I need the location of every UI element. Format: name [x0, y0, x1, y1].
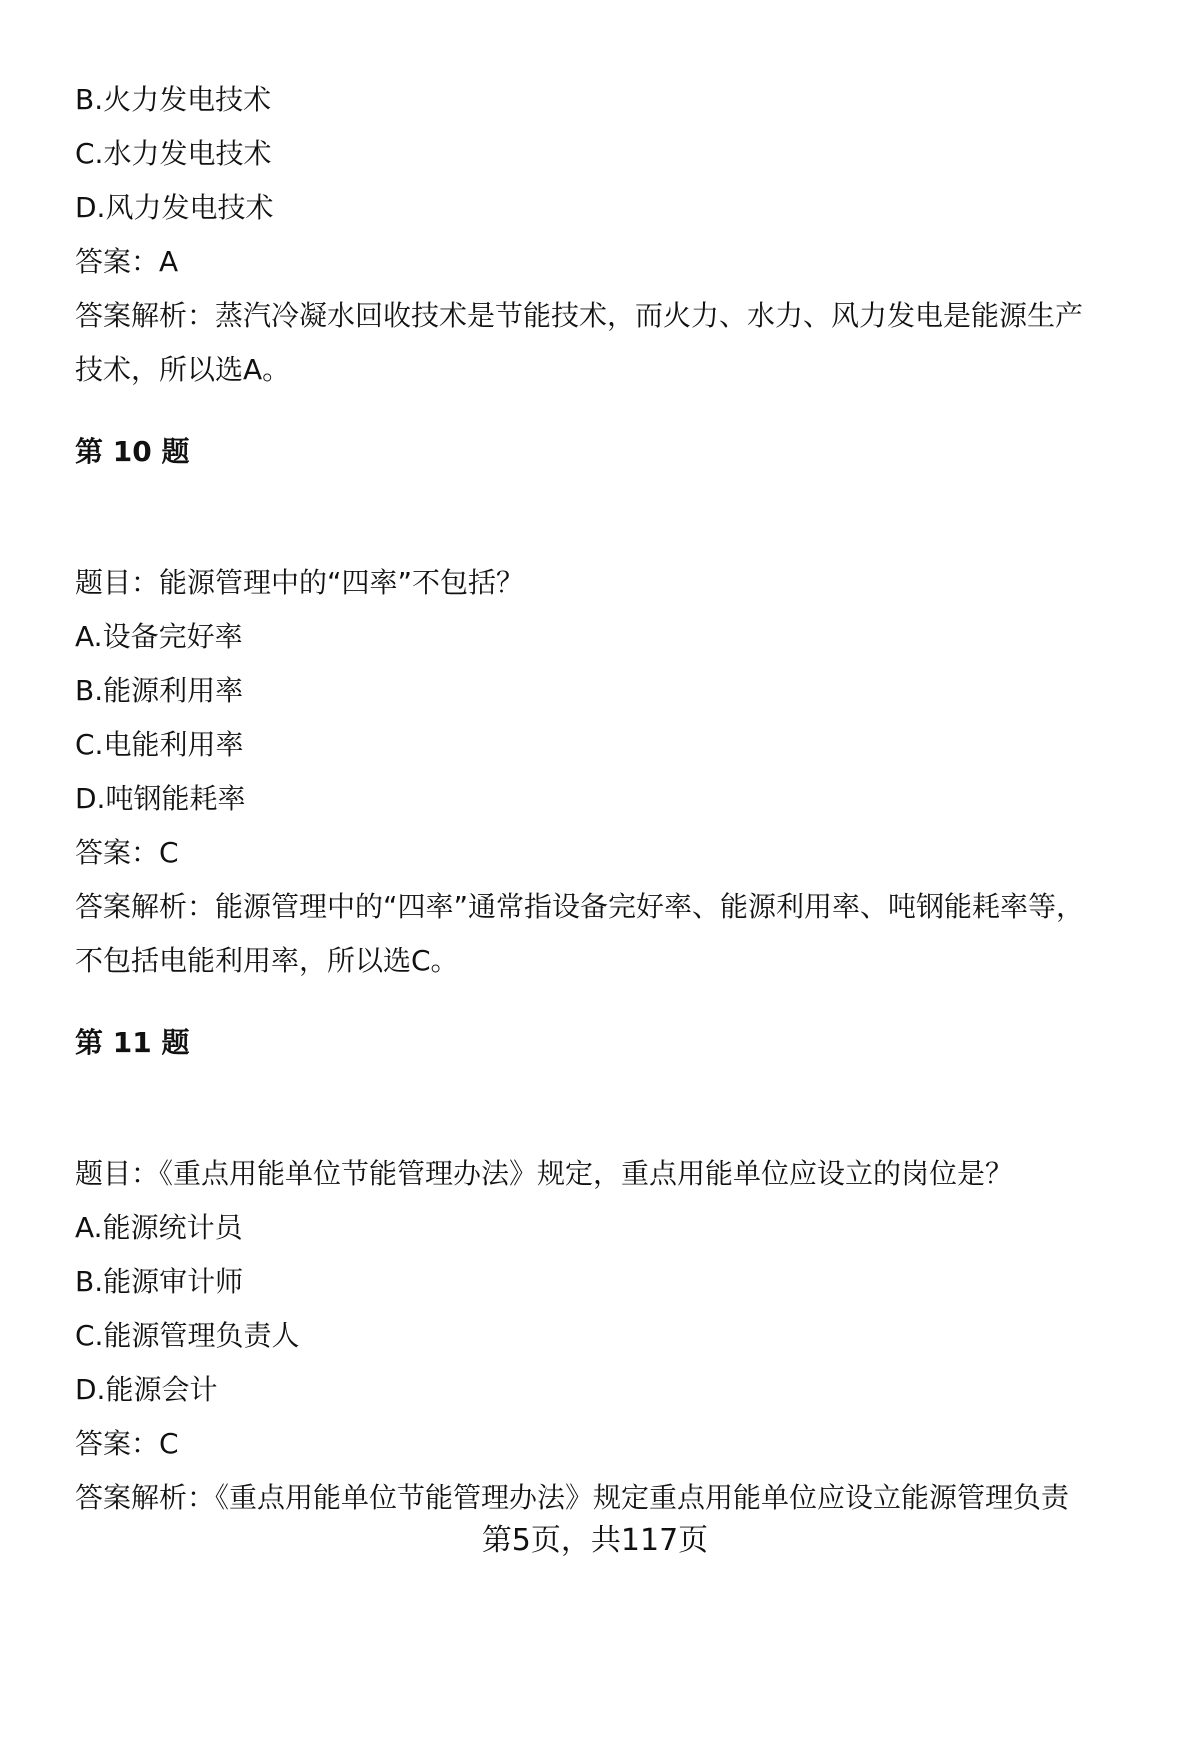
q10-question: 题目：能源管理中的“四率”不包括？ [75, 566, 525, 599]
q11-analysis-line1: 答案解析：《重点用能单位节能管理办法》规定重点用能单位应设立能源管理负责 [75, 1481, 1070, 1514]
q9-answer: 答案：A [75, 245, 179, 278]
q9-analysis-line1: 答案解析：蒸汽冷凝水回收技术是节能技术，而火力、水力、风力发电是能源生产 [75, 299, 1084, 332]
q9-analysis-line2: 技术，所以选A。 [75, 353, 291, 386]
q10-option-d: D.吨钢能耗率 [75, 782, 246, 815]
q9-option-d: D.风力发电技术 [75, 191, 274, 224]
q11-question: 题目：《重点用能单位节能管理办法》规定，重点用能单位应设立的岗位是？ [75, 1157, 1014, 1190]
q10-option-a: A.设备完好率 [75, 620, 243, 653]
q9-option-c: C.水力发电技术 [75, 137, 272, 170]
q9-option-b: B.火力发电技术 [75, 83, 272, 116]
q10-heading: 第 10 题 [75, 435, 190, 468]
q11-option-a: A.能源统计员 [75, 1211, 243, 1244]
q10-option-b: B.能源利用率 [75, 674, 244, 707]
q10-answer: 答案：C [75, 836, 179, 869]
q11-option-c: C.能源管理负责人 [75, 1319, 300, 1352]
q10-analysis-line2: 不包括电能利用率，所以选C。 [75, 944, 459, 977]
q11-answer: 答案：C [75, 1427, 179, 1460]
q11-option-d: D.能源会计 [75, 1373, 218, 1406]
page-number-footer: 第5页，共117页 [481, 1523, 709, 1558]
q11-heading: 第 11 题 [75, 1026, 190, 1059]
q11-option-b: B.能源审计师 [75, 1265, 244, 1298]
q10-analysis-line1: 答案解析：能源管理中的“四率”通常指设备完好率、能源利用率、吨钢能耗率等， [75, 890, 1085, 923]
q10-option-c: C.电能利用率 [75, 728, 244, 761]
